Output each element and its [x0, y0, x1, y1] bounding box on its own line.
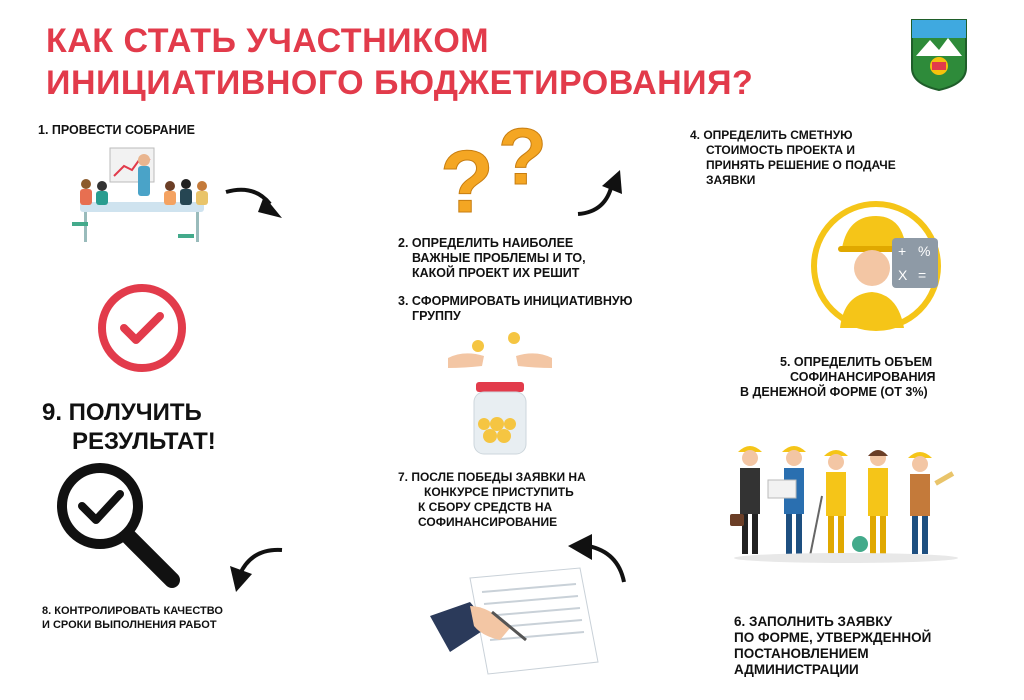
step-7-line-1: 7. ПОСЛЕ ПОБЕДЫ ЗАЯВКИ НА: [398, 470, 586, 484]
step-4-line-4: ЗАЯВКИ: [706, 173, 756, 187]
coins-jar-illustration: [444, 332, 556, 456]
step-8-line-2: И СРОКИ ВЫПОЛНЕНИЯ РАБОТ: [42, 619, 217, 631]
calc-key-equals: =: [918, 267, 927, 283]
step-6-line-3: ПОСТАНОВЛЕНИЕМ: [734, 646, 869, 661]
step-9-line-2: РЕЗУЛЬТАТ!: [72, 428, 216, 455]
worker-calculator-illustration: [808, 198, 944, 334]
step-2-line-1: 2. ОПРЕДЕЛИТЬ НАИБОЛЕЕ: [398, 236, 574, 250]
step-5-text: [740, 355, 970, 400]
step-4-line-3: ПРИНЯТЬ РЕШЕНИЕ О ПОДАЧЕ: [706, 158, 896, 172]
step-4-text: [690, 128, 950, 188]
step-6-line-2: ПО ФОРМЕ, УТВЕРЖДЕННОЙ: [734, 630, 932, 645]
step-9-line-1: 9. ПОЛУЧИТЬ: [42, 399, 202, 426]
coat-of-arms-icon: [910, 18, 968, 92]
step-3-text: [398, 294, 678, 324]
calc-key-plus: +: [898, 243, 907, 259]
arrow-up-right-icon: [576, 168, 628, 220]
step-2-text: [398, 236, 638, 281]
arrow-down-left-icon: [222, 544, 286, 594]
calc-key-percent: %: [918, 243, 931, 259]
svg-text:?: ?: [498, 112, 547, 201]
step-5-line-1: 5. ОПРЕДЕЛИТЬ ОБЪЕМ: [780, 355, 933, 369]
step-4-line-2: СТОИМОСТЬ ПРОЕКТА И: [706, 143, 855, 157]
check-circle-icon: [96, 282, 188, 374]
svg-text:?: ?: [440, 132, 494, 231]
step-2-line-3: КАКОЙ ПРОЕКТ ИХ РЕШИТ: [412, 266, 580, 280]
step-6-line-4: АДМИНИСТРАЦИИ: [734, 662, 859, 677]
step-6-text: [734, 614, 994, 678]
meeting-illustration: [66, 142, 216, 257]
step-9-text: [42, 398, 282, 456]
title-line-1: КАК СТАТЬ УЧАСТНИКОМ: [46, 22, 490, 60]
step-3-line-1: 3. СФОРМИРОВАТЬ ИНИЦИАТИВНУЮ: [398, 294, 633, 308]
step-8-line-1: 8. КОНТРОЛИРОВАТЬ КАЧЕСТВО: [42, 605, 223, 617]
calc-key-times: X: [898, 267, 908, 283]
step-7-text: [398, 470, 658, 530]
magnifier-check-icon: [52, 458, 184, 590]
step-3-line-2: ГРУППУ: [412, 309, 461, 323]
step-8-text: [42, 604, 302, 632]
signing-document-illustration: [430, 566, 600, 686]
step-4-line-1: 4. ОПРЕДЕЛИТЬ СМЕТНУЮ: [690, 128, 853, 142]
page-title: [46, 20, 906, 104]
title-line-2: ИНИЦИАТИВНОГО БЮДЖЕТИРОВАНИЯ?: [46, 64, 754, 102]
step-1-label: 1. ПРОВЕСТИ СОБРАНИЕ: [38, 123, 195, 137]
step-5-line-3: В ДЕНЕЖНОЙ ФОРМЕ (ОТ 3%): [740, 385, 928, 399]
arrow-right-down-icon: [224, 184, 286, 224]
step-2-line-2: ВАЖНЫЕ ПРОБЛЕМЫ И ТО,: [412, 251, 586, 265]
step-7-line-4: СОФИНАНСИРОВАНИЕ: [418, 515, 558, 529]
step-7-line-3: К СБОРУ СРЕДСТВ НА: [418, 500, 553, 514]
step-7-line-2: КОНКУРСЕ ПРИСТУПИТЬ: [424, 485, 574, 499]
step-1-text: [38, 123, 298, 138]
step-6-line-1: 6. ЗАПОЛНИТЬ ЗАЯВКУ: [734, 614, 893, 629]
step-5-line-2: СОФИНАНСИРОВАНИЯ: [790, 370, 936, 384]
workers-group-illustration: [728, 436, 964, 566]
question-marks-icon: [440, 112, 560, 231]
